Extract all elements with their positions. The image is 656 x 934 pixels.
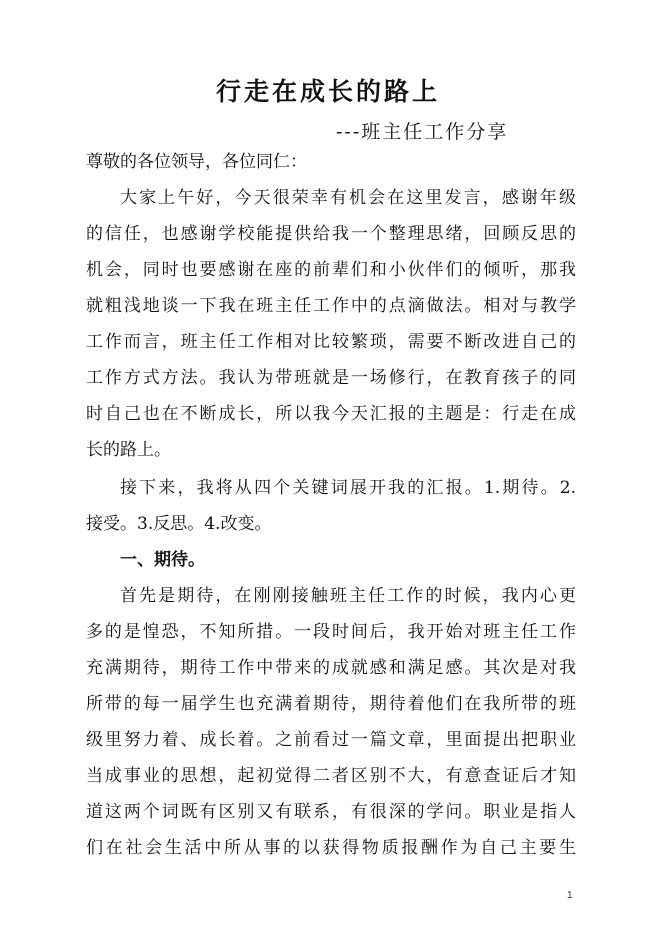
page-number: 1 bbox=[567, 890, 573, 901]
text-line: 尊敬的各位领导，各位同仁： bbox=[86, 152, 307, 172]
text-line: 时自己也在不断成长，所以我今天汇报的主题是：行走在成 bbox=[86, 404, 576, 424]
text-line: 道这两个词既有区别又有联系，有很深的学问。职业是指人 bbox=[86, 802, 576, 822]
text-line: 级里努力着、成长着。之前看过一篇文章，里面提出把职业 bbox=[86, 730, 576, 750]
document-title: 行走在成长的路上 bbox=[215, 77, 440, 106]
text-line: 接下来，我将从四个关键词展开我的汇报。1.期待。2. bbox=[120, 478, 576, 498]
text-line: 充满期待，期待工作中带来的成就感和满足感。其次是对我 bbox=[86, 658, 576, 678]
text-line: 所带的每一届学生也充满着期待，期待着他们在我所带的班 bbox=[86, 694, 576, 714]
text-line: 工作而言，班主任工作相对比较繁琐，需要不断改进自己的 bbox=[86, 332, 576, 352]
text-line: 就粗浅地谈一下我在班主任工作中的点滴做法。相对与教学 bbox=[86, 296, 576, 316]
text-line: 长的路上。 bbox=[86, 440, 171, 460]
text-line: 首先是期待，在刚刚接触班主任工作的时候，我内心更 bbox=[120, 586, 576, 606]
text-line: 当成事业的思想，起初觉得二者区别不大，有意查证后才知 bbox=[86, 766, 576, 786]
text-line: 大家上午好，今天很荣幸有机会在这里发言，感谢年级 bbox=[120, 188, 576, 208]
text-line: 们在社会生活中所从事的以获得物质报酬作为自己主要生 bbox=[86, 838, 576, 858]
text-line: 机会，同时也要感谢在座的前辈们和小伙伴们的倾听，那我 bbox=[86, 260, 576, 280]
text-line: 接受。3.反思。4.改变。 bbox=[86, 514, 272, 534]
text-line: 工作方式方法。我认为带班就是一场修行，在教育孩子的同 bbox=[86, 368, 576, 388]
section-heading: 一、期待。 bbox=[120, 550, 205, 570]
document-subtitle: ---班主任工作分享 bbox=[336, 121, 509, 143]
text-line: 多的是惶恐，不知所措。一段时间后，我开始对班主任工作 bbox=[86, 622, 576, 642]
text-line: 的信任，也感谢学校能提供给我一个整理思绪，回顾反思的 bbox=[86, 224, 576, 244]
